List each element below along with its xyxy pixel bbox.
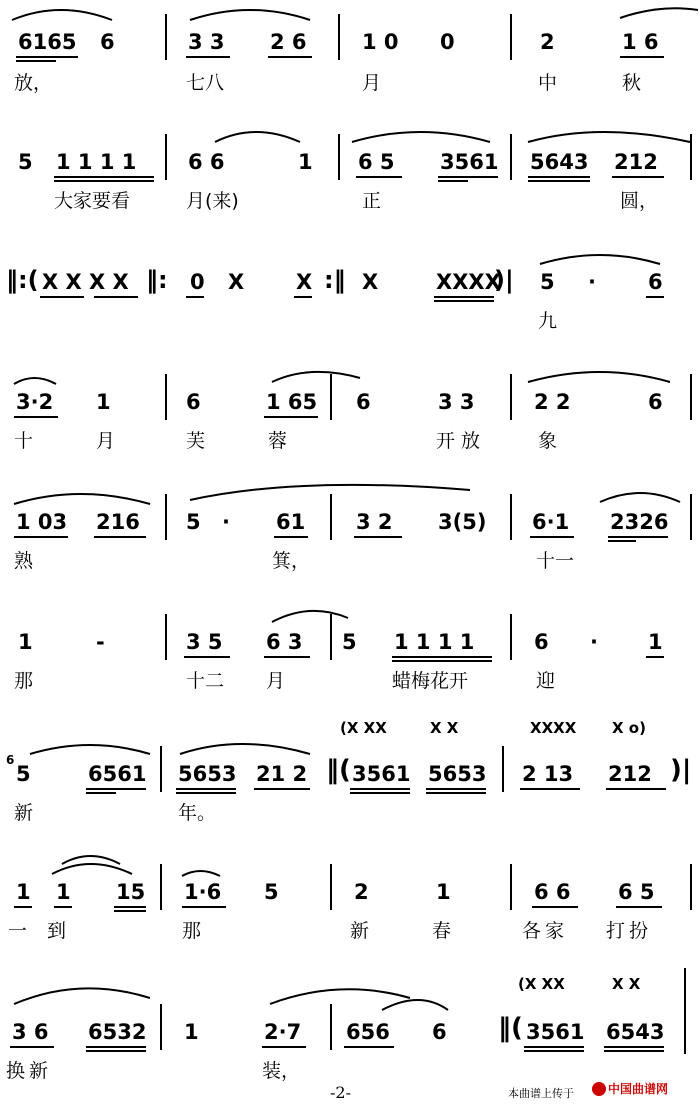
- percussion-group: X X: [612, 975, 641, 993]
- slur-marks: [0, 240, 700, 360]
- note-group: 1: [184, 1020, 199, 1044]
- lyric: 七八: [186, 72, 225, 94]
- lyric: 九: [538, 310, 558, 332]
- score-system-1: [0, 0, 700, 120]
- note-group: 212: [614, 150, 658, 174]
- underline: [350, 788, 410, 790]
- lyric: 迎: [536, 670, 556, 692]
- slur-marks: [0, 600, 700, 720]
- lyric: 那: [182, 920, 202, 942]
- lyric: 装，: [262, 1060, 301, 1082]
- bracket-open: ‖(: [326, 755, 351, 785]
- note-group: 0: [190, 270, 205, 294]
- score-system-3: [0, 240, 700, 360]
- note-group: 6 6: [188, 150, 225, 174]
- barline: [160, 746, 162, 792]
- note-group: 6: [100, 30, 115, 54]
- note-group: 15: [116, 880, 146, 904]
- lyric: 那: [14, 670, 34, 692]
- note-group: 1: [298, 150, 313, 174]
- underline: [86, 1050, 146, 1052]
- percussion-group: X: [228, 270, 245, 294]
- underline: [264, 416, 318, 418]
- underline: [612, 176, 664, 178]
- bracket-close: )|: [494, 266, 514, 294]
- upload-note: 本曲谱上传于: [508, 1087, 574, 1100]
- lyric: 春: [432, 920, 452, 942]
- underline: [184, 656, 230, 658]
- underline: [54, 180, 154, 182]
- underline: [262, 1046, 306, 1048]
- barline: [690, 494, 692, 540]
- lyric: 箕，: [272, 550, 311, 572]
- note-group: 5643: [530, 150, 589, 174]
- underline: [608, 536, 668, 538]
- underline: [524, 1050, 584, 1052]
- underline: [620, 56, 664, 58]
- lyric: 换新: [6, 1060, 53, 1082]
- lyric: 月: [362, 72, 382, 94]
- note-group: 1 0: [362, 30, 399, 54]
- underline: [186, 296, 204, 298]
- percussion-group: XXXX: [530, 719, 577, 737]
- lyric: 芙: [186, 430, 206, 452]
- underline: [54, 906, 72, 908]
- note-group: 656: [346, 1020, 390, 1044]
- note-group: 21 2: [256, 762, 308, 786]
- note-group: 6165: [18, 30, 77, 54]
- note-group: 1: [18, 630, 33, 654]
- underline: [176, 788, 236, 790]
- lyric: 开放: [436, 430, 487, 452]
- underline: [94, 536, 146, 538]
- underline: [86, 792, 116, 794]
- lyric: 月(来): [186, 190, 239, 212]
- underline: [264, 656, 310, 658]
- note-group: 6: [648, 270, 663, 294]
- lyric: 秋: [622, 72, 642, 94]
- note-group: 1: [436, 880, 451, 904]
- note-group: 6543: [606, 1020, 665, 1044]
- lyric: 放，: [14, 72, 53, 94]
- underline: [356, 176, 402, 178]
- lyric: 十一: [536, 550, 575, 572]
- note-group: 3 6: [12, 1020, 49, 1044]
- note-group: 3 3: [188, 30, 225, 54]
- page-number: -2-: [330, 1083, 351, 1102]
- underline: [520, 788, 580, 790]
- note-group: 1 65: [266, 390, 318, 414]
- note-group: 2 2: [534, 390, 571, 414]
- barline: [330, 864, 332, 910]
- underline: [16, 56, 78, 58]
- percussion-group: X: [296, 270, 313, 294]
- percussion-group: X o): [612, 719, 646, 737]
- underline: [434, 300, 494, 302]
- note-group: 6 3: [266, 630, 303, 654]
- underline: [392, 656, 492, 658]
- note-group: 212: [608, 762, 652, 786]
- barline: [690, 374, 692, 420]
- underline: [392, 660, 492, 662]
- lyric: 打扮: [606, 920, 653, 942]
- lyric: 蜡梅花开: [392, 670, 469, 692]
- note-group: 6 6: [534, 880, 571, 904]
- lyric: 新: [14, 802, 34, 824]
- barline: [160, 1004, 162, 1050]
- lyric: 蓉: [268, 430, 288, 452]
- underline: [14, 536, 68, 538]
- underline: [10, 1046, 54, 1048]
- barline: [165, 134, 167, 180]
- underline: [604, 1046, 664, 1048]
- underline: [14, 906, 32, 908]
- lyric: 年。: [178, 802, 217, 824]
- underline: [268, 56, 312, 58]
- barline: [338, 14, 340, 60]
- percussion-group: X: [362, 270, 379, 294]
- lyric: 圆，: [620, 190, 659, 212]
- underline: [40, 296, 84, 298]
- note-group: 5653: [178, 762, 237, 786]
- note-group: 6532: [88, 1020, 147, 1044]
- bracket-close: )|: [670, 755, 692, 785]
- bracket-open: ‖(: [498, 1013, 523, 1043]
- note-group: 2 13: [522, 762, 574, 786]
- underline: [604, 1050, 664, 1052]
- grace-note: 6: [6, 753, 15, 767]
- note-group: 3561: [440, 150, 499, 174]
- barline: [338, 134, 340, 180]
- barline: [330, 614, 332, 660]
- underline: [54, 176, 154, 178]
- logo-icon: [592, 1082, 606, 1096]
- barline: [330, 494, 332, 540]
- underline: [94, 296, 138, 298]
- lyric: 新: [350, 920, 370, 942]
- slur-marks: [0, 0, 700, 120]
- percussion-group: XXXX: [436, 270, 501, 294]
- note-group: 1: [56, 880, 71, 904]
- lyric: 一到: [8, 920, 87, 942]
- underline: [350, 792, 410, 794]
- underline: [616, 906, 662, 908]
- barline: [690, 864, 692, 910]
- note-group: 2326: [610, 510, 669, 534]
- barline: [510, 374, 512, 420]
- site-logo: [592, 1080, 668, 1097]
- note-group: 1 6: [622, 30, 659, 54]
- note-group: -: [96, 630, 105, 654]
- barline: [165, 14, 167, 60]
- underline: [438, 176, 498, 178]
- lyric: 象: [538, 430, 558, 452]
- barline: [510, 494, 512, 540]
- note-group: 1: [16, 880, 31, 904]
- note-group: 1 1 1 1: [394, 630, 475, 654]
- note-group: 2: [354, 880, 369, 904]
- underline: [344, 1046, 394, 1048]
- percussion-group: (X XX: [340, 719, 387, 737]
- underline: [528, 176, 590, 178]
- underline: [16, 60, 56, 62]
- barline: [510, 864, 512, 910]
- note-group: 5: [186, 510, 201, 534]
- underline: [294, 296, 312, 298]
- underline: [434, 296, 494, 298]
- slur-marks: [0, 360, 700, 480]
- underline: [86, 788, 146, 790]
- score-system-8: [0, 840, 700, 960]
- note-group: 6: [648, 390, 663, 414]
- note-group: ·: [222, 510, 230, 534]
- note-group: 6·1: [532, 510, 570, 534]
- barline: [690, 134, 692, 180]
- repeat-end: :‖: [324, 266, 346, 294]
- note-group: 3 3: [438, 390, 475, 414]
- note-group: 1 03: [16, 510, 68, 534]
- lyric: 十: [14, 430, 34, 452]
- note-group: 0: [440, 30, 455, 54]
- repeat-sign: ‖:: [146, 266, 168, 294]
- underline: [86, 1046, 146, 1048]
- lyric: 各家: [522, 920, 569, 942]
- barline: [165, 614, 167, 660]
- site-name: 中国曲谱网: [608, 1082, 669, 1096]
- underline: [14, 416, 58, 418]
- underline: [176, 792, 236, 794]
- note-group: 2: [540, 30, 555, 54]
- note-group: 6 5: [358, 150, 395, 174]
- note-group: ·: [590, 630, 598, 654]
- underline: [646, 296, 664, 298]
- barline: [684, 968, 686, 1054]
- lyric: 熟: [14, 550, 34, 572]
- note-group: 61: [276, 510, 306, 534]
- percussion-group: X X: [430, 719, 459, 737]
- underline: [182, 906, 226, 908]
- note-group: 6: [186, 390, 201, 414]
- underline: [114, 910, 146, 912]
- barline: [510, 614, 512, 660]
- note-group: 5: [16, 762, 31, 786]
- underline: [532, 906, 578, 908]
- lyric: 正: [362, 190, 382, 212]
- percussion-group: X X X X: [42, 270, 129, 294]
- underline: [426, 788, 486, 790]
- score-system-4: [0, 360, 700, 480]
- note-group: 6: [432, 1020, 447, 1044]
- note-group: 5: [264, 880, 279, 904]
- barline: [330, 374, 332, 420]
- score-system-2: [0, 120, 700, 240]
- barline: [330, 1004, 332, 1050]
- note-group: 2·7: [264, 1020, 302, 1044]
- note-group: 6561: [88, 762, 147, 786]
- barline: [510, 134, 512, 180]
- note-group: 3(5): [438, 510, 487, 534]
- lyric: 十二: [186, 670, 225, 692]
- note-group: 5653: [428, 762, 487, 786]
- lyric: 大家要看: [54, 190, 131, 212]
- underline: [530, 536, 574, 538]
- note-group: 3561: [526, 1020, 585, 1044]
- note-group: 216: [96, 510, 140, 534]
- repeat-start: ‖:(: [6, 266, 39, 294]
- underline: [426, 792, 486, 794]
- note-group: 1 1 1 1: [56, 150, 137, 174]
- underline: [438, 180, 468, 182]
- underline: [274, 536, 308, 538]
- barline: [502, 746, 504, 792]
- barline: [165, 494, 167, 540]
- underline: [524, 1046, 584, 1048]
- note-group: 1: [648, 630, 663, 654]
- slur-marks: [0, 840, 700, 960]
- underline: [254, 788, 310, 790]
- score-system-5: [0, 480, 700, 600]
- barline: [160, 864, 162, 910]
- note-group: 3·2: [16, 390, 54, 414]
- underline: [186, 56, 230, 58]
- underline: [608, 540, 636, 542]
- note-group: 6: [534, 630, 549, 654]
- note-group: 3 2: [356, 510, 393, 534]
- note-group: 1·6: [184, 880, 222, 904]
- note-group: ·: [588, 270, 596, 294]
- underline: [114, 906, 146, 908]
- barline: [510, 14, 512, 60]
- note-group: 5: [342, 630, 357, 654]
- barline: [165, 374, 167, 420]
- score-system-7: [0, 720, 700, 840]
- note-group: 5: [540, 270, 555, 294]
- note-group: 2 6: [270, 30, 307, 54]
- underline: [354, 536, 402, 538]
- note-group: 3 5: [186, 630, 223, 654]
- underline: [646, 656, 664, 658]
- percussion-group: (X XX: [518, 975, 565, 993]
- note-group: 1: [96, 390, 111, 414]
- note-group: 6: [356, 390, 371, 414]
- underline: [606, 788, 666, 790]
- score-system-9: [0, 960, 700, 1080]
- score-system-6: [0, 600, 700, 720]
- note-group: 5: [18, 150, 33, 174]
- lyric: 中: [538, 72, 558, 94]
- note-group: 3561: [352, 762, 411, 786]
- lyric: 月: [96, 430, 116, 452]
- lyric: 月: [266, 670, 286, 692]
- slur-marks: [0, 480, 700, 600]
- note-group: 6 5: [618, 880, 655, 904]
- underline: [528, 180, 590, 182]
